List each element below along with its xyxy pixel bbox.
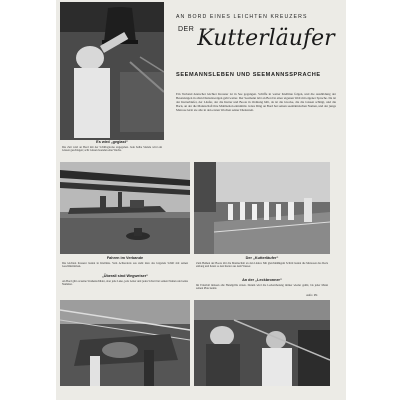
- convoy-photo-graphic: [60, 162, 190, 254]
- caption-head-kutterlaeufer: Der „Kutterläufer“: [245, 256, 279, 260]
- caption-head-wegweiser: „Überall sind Wegweiser“: [101, 274, 149, 278]
- deck-right-photo-graphic: [194, 300, 330, 386]
- kutterlaeufer-photo-graphic: [194, 162, 330, 254]
- title-main: Kutterläufer: [197, 26, 335, 51]
- kicker-line: AN BORD EINES LEICHTEN KREUZERS: [176, 14, 308, 20]
- bell-photo-graphic: [60, 2, 164, 140]
- caption-text-leckbronner: Im Ernstfall müssen alle Handgriffe sitzen. Darum wird die Lecksicherung immer wieder geübt, bis jeder Mann seinen Platz kennt.: [196, 284, 328, 291]
- photo-deck-work-right: [194, 300, 330, 386]
- caption-text-kutterlaeufer: Zum Heißen der Boote tritt die Mannschaft an den Läufer. Mit gleichmäßigem Schritt laufen die Matrosen das Deck entlang und holen so den Kutter aus dem Wasser.: [196, 262, 328, 269]
- caption-head-convoy: Fahren im Verbande: [106, 256, 144, 260]
- title-prefix: DER: [178, 26, 195, 33]
- caption-text-bell: Die Zeit wird an Bord mit der Schiffsglocke angegeben. Jede halbe Stunde wird ein Glasen geschlagen; acht Glasen beenden eine Wache.: [62, 146, 162, 153]
- photo-cruiser-convoy: [60, 162, 190, 254]
- photo-deck-work-left: [60, 300, 190, 386]
- deck-left-photo-graphic: [60, 300, 190, 386]
- caption-head-leckbronner: An der „Leckbronner“: [242, 278, 282, 282]
- intro-text: Ein Verband deutscher leichter Kreuzer ist in See gegangen. Schiffe in weiter Kiellinie folgen, und die Ausbildung der Besatzungen in allen Dienstzweigen geht weiter. Der Seemann lebt an Bord in einer eigenen Welt mit eigener Sprache. Da ist der Kutterläufer, der Läufer, der die Kutter und Boote in Ordnung hält, da ist die Glocke, die die Glasen schlägt, und die Back, an der die Mannschaft ihre Mahlzeiten einnimmt. Jedes Ding an Bord hat seinen seemännischen Namen, und der junge Matrose lernt sie alle in den ersten Wochen seiner Dienstzeit.: [176, 92, 336, 112]
- caption-text-wegweiser: An Bord gibt es keine Straßenschilder, aber jede Luke, jede Leiter und jedes Schott hat seinen Namen und seine Nummer.: [62, 280, 188, 287]
- caption-text-convoy: Die leichten Kreuzer laufen in Kiellinie. Vom Achterdeck aus sieht man das folgende Schiff mit seinen Geschütztürmen.: [62, 262, 188, 269]
- page-title: [178, 26, 335, 51]
- caption-head-bell: Es wird „geglast“: [96, 140, 128, 144]
- photo-credit: Aufn.: PK: [306, 294, 318, 297]
- page-subtitle: SEEMANNSLEBEN UND SEEMANNSSPRACHE: [176, 72, 321, 78]
- photo-kutterlaeufer: [194, 162, 330, 254]
- photo-ships-bell: [60, 2, 164, 140]
